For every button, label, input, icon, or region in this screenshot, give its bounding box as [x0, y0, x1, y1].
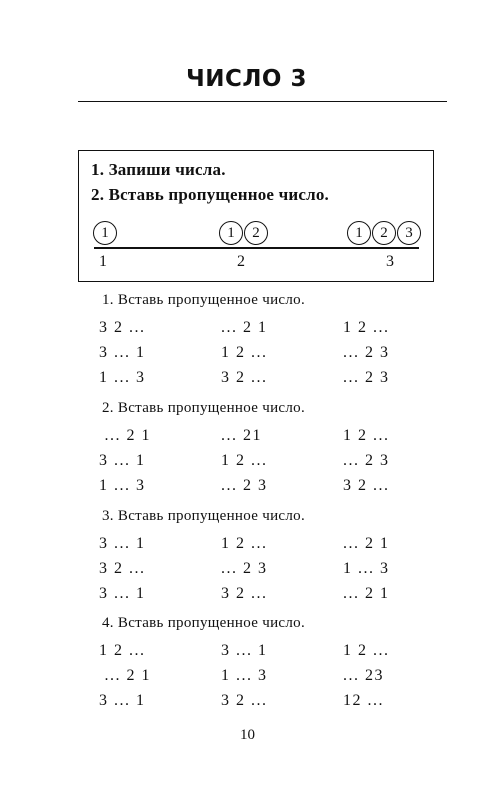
exercise-grid: [99, 534, 418, 604]
number-triple: 3 2 ...: [221, 692, 268, 709]
number-triple: 1 2 ...: [221, 535, 268, 552]
number-line: [94, 247, 419, 249]
number-triple: 12 ...: [343, 692, 384, 709]
number-triple: ... 2 3: [343, 452, 390, 469]
exercise-title: 4. Вставь пропущенное число.: [102, 615, 306, 631]
exercise-title: 2. Вставь пропущенное число.: [102, 400, 306, 416]
exercise-title: 3. Вставь пропущенное число.: [102, 508, 306, 524]
instruction-write-numbers: 1. Запиши числа.: [91, 160, 226, 179]
number-circle: 1: [219, 221, 243, 245]
number-triple: 1 2 ...: [343, 642, 390, 659]
exercise-grid: [99, 641, 418, 711]
number-triple: 3 ... 1: [99, 452, 146, 469]
number-triple: 3 2 ...: [221, 369, 268, 386]
number-circle: 1: [347, 221, 371, 245]
exercise-1: [78, 292, 418, 388]
number-triple: ... 2 3: [221, 560, 268, 577]
number-triple: 3 ... 1: [221, 642, 268, 659]
circle-group-1: [93, 221, 117, 245]
number-triple: 1 ... 3: [343, 560, 390, 577]
number-triple: 1 ... 3: [99, 477, 146, 494]
number-triple: ... 23: [343, 667, 384, 684]
number-circle: 2: [244, 221, 268, 245]
number-triple: 3 2 ...: [343, 477, 390, 494]
number-triple: ... 2 1: [99, 667, 151, 684]
number-triple: ... 21: [221, 427, 262, 444]
number-triple: ... 2 1: [343, 585, 390, 602]
number-circle: 1: [93, 221, 117, 245]
number-triple: 3 2 ...: [99, 319, 146, 336]
number-triple: ... 2 1: [221, 319, 268, 336]
intro-box: [78, 150, 434, 282]
number-triple: 1 ... 3: [99, 369, 146, 386]
exercise-3: [78, 508, 418, 604]
number-triple: ... 2 3: [343, 344, 390, 361]
number-triple: 1 2 ...: [343, 319, 390, 336]
page-number: 10: [240, 727, 255, 743]
number-triple: ... 2 1: [99, 427, 151, 444]
exercise-grid: [99, 426, 418, 496]
circle-group-2: [219, 221, 268, 245]
number-line-label-2: 2: [237, 253, 245, 270]
exercise-2: [78, 400, 418, 496]
number-triple: 1 ... 3: [221, 667, 268, 684]
number-triple: ... 2 3: [343, 369, 390, 386]
number-triple: 1 2 ...: [221, 452, 268, 469]
exercise-title: 1. Вставь пропущенное число.: [102, 292, 306, 308]
circle-group-3: [347, 221, 421, 245]
number-line-label-3: 3: [386, 253, 394, 270]
number-triple: 3 2 ...: [99, 560, 146, 577]
title-underline: [78, 101, 447, 102]
number-circle: 2: [372, 221, 396, 245]
number-triple: 3 ... 1: [99, 692, 146, 709]
number-triple: 1 2 ...: [343, 427, 390, 444]
number-triple: 3 ... 1: [99, 344, 146, 361]
exercise-grid: [99, 318, 418, 388]
number-triple: ... 2 3: [221, 477, 268, 494]
number-triple: 1 2 ...: [99, 642, 146, 659]
exercise-4: [78, 615, 418, 711]
number-circle: 3: [397, 221, 421, 245]
number-triple: 1 2 ...: [221, 344, 268, 361]
number-triple: ... 2 1: [343, 535, 390, 552]
instruction-insert-missing: 2. Вставь пропущенное число.: [91, 185, 330, 204]
number-line-label-1: 1: [99, 253, 107, 270]
number-triple: 3 ... 1: [99, 535, 146, 552]
page-title: ЧИСЛО 3: [186, 66, 307, 92]
number-triple: 3 ... 1: [99, 585, 146, 602]
number-triple: 3 2 ...: [221, 585, 268, 602]
